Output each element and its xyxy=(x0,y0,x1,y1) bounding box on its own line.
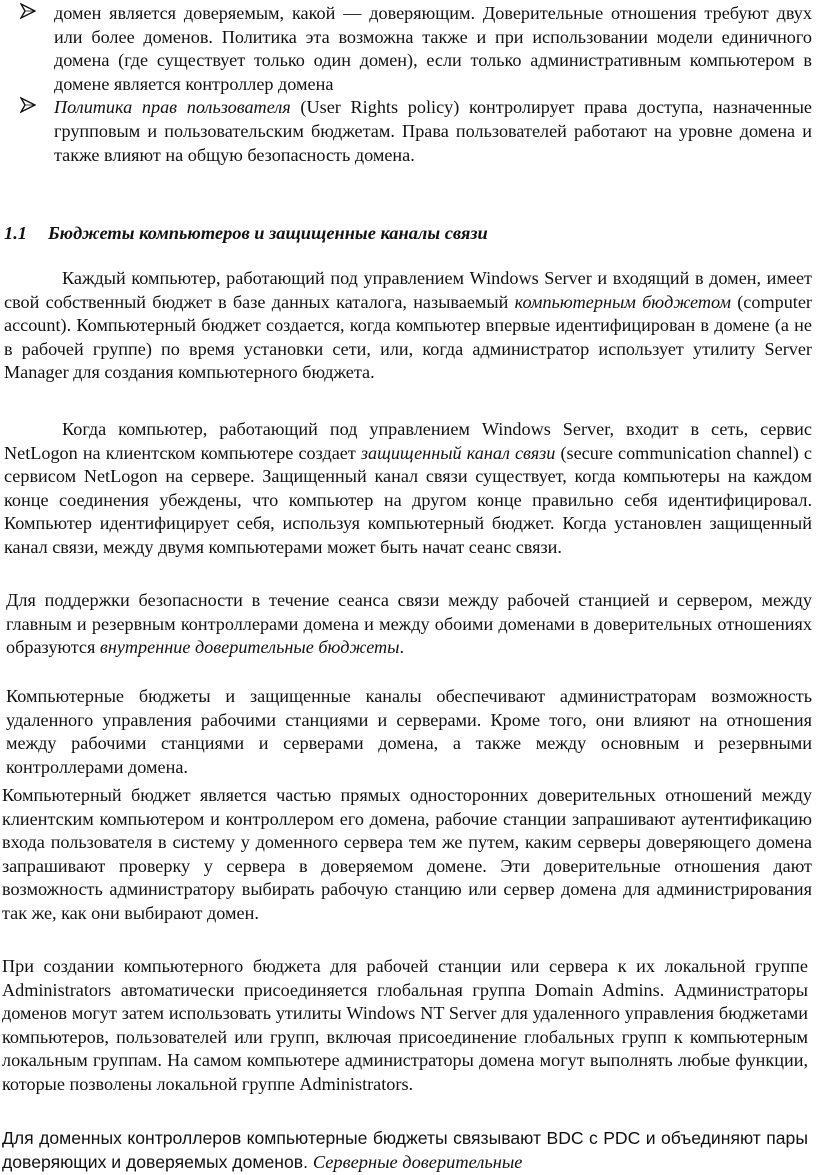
paragraph-text: Для доменных контроллеров компьютерные бюджеты связывают BDC с PDC и объединяют пары доверяющих и доверяемых доменов. xyxy=(2,1128,808,1172)
arrowhead-bullet-icon xyxy=(20,96,42,120)
bullet-list xyxy=(0,0,816,167)
term-italic: внутренние доверительные бюджеты xyxy=(99,637,400,658)
bullet-text-rest: (User Rights policy) контролирует права доступа, назначенные групповым и пользовательским бюджетам. Права пользователей работают на уровне домена и также влияют на общую безопасность домена. xyxy=(54,97,812,165)
term-italic: Политика прав пользователя xyxy=(54,97,291,118)
section-heading xyxy=(4,221,804,245)
paragraph: Компьютерный бюджет является частью прямых односторонних доверительных отношений между клиентским компьютером и контроллером его домена, рабочие станции запрашивают аутентификацию входа пользователя в систему у доменного сервера тем же путем, каким серверы доверяющего домена запрашивают проверку у сервера в доверяемом домене. Эти доверительные отношения дают возможность администратору выбирать рабочую станцию или сервер домена для администрирования так же, как они выбирают домен. xyxy=(2,785,812,923)
bullet-text xyxy=(54,96,812,167)
term-italic: Серверные доверительные xyxy=(312,1152,523,1172)
paragraph: При создании компьютерного бюджета для рабочей станции или сервера к их локальной группе Administrators автоматически присоединяется глобальная группа Domain Admins. Администраторы доменов могут затем использовать утилиты Windows NT Server для удаленного управления бюджетами компьютеров, пользователей или групп, включая присоединение глобальных групп к компьютерным локальным группам. На самом компьютере администраторы домена могут выполнять любые функции, которые позволены локальной группе Administrators. xyxy=(2,956,808,1094)
paragraph xyxy=(6,589,812,660)
paragraph: Компьютерные бюджеты и защищенные каналы обеспечивают администраторам возможность удаленного управления рабочими станциями и серверами. Кроме того, они влияют на отношения между рабочими станциями и серверами домена, а также между основным и резервными контроллерами домена. xyxy=(6,686,812,777)
term-italic: компьютерным бюджетом xyxy=(514,291,731,312)
paragraph xyxy=(2,1126,808,1174)
term-italic: защищенный канал связи xyxy=(360,442,556,463)
paragraph xyxy=(4,418,812,560)
paragraph-text: (secure communication channel) с сервисом NetLogon на сервере. Защищенный канал связи существует, когда компьютеры на каждом конце соединения убеждены, что компьютер на другом конце правильно себя идентифицировал. Компьютер идентифицирует себя, используя компьютерный бюджет. Когда установлен защищенный канал связи, между двумя компьютерами может быть начат сеанс связи. xyxy=(4,442,812,557)
paragraph-text: Для поддержки безопасности в течение сеанса связи между рабочей станцией и сервером, между главным и резервным контроллерами домена и между обоими доменами в доверительных отношениях образуются xyxy=(6,590,812,658)
paragraph-text: Каждый компьютер, работающий под управлением Windows Server и входящий в домен, имеет свой собственный бюджет в базе данных каталога, называемый xyxy=(4,268,812,312)
bullet-text: домен является доверяемым, какой — доверяющим. Доверительные отношения требуют двух или более доменов. Политика эта возможна также и при использовании модели единичного домена (где существует только один домен), если только административным компьютером в домене является контроллер домена xyxy=(54,3,812,94)
paragraph-text: Когда компьютер, работающий под управлением Windows Server, входит в сеть, сервис NetLogon на клиентском компьютере создает xyxy=(4,419,812,463)
paragraph xyxy=(4,267,812,385)
paragraph-text: . xyxy=(399,637,405,658)
bullet-item xyxy=(0,2,816,96)
paragraph-text: (computer account). Компьютерный бюджет создается, когда компьютер впервые идентифицирован в домене (а не в рабочей группе) по время установки сети, или, когда администратор использует утилиту Server Manager для создания компьютерного бюджета. xyxy=(4,291,812,383)
arrowhead-bullet-icon xyxy=(20,2,42,26)
section-title: Бюджеты компьютеров и защищенные каналы связи xyxy=(48,223,488,243)
bullet-item xyxy=(0,96,816,167)
section-number: 1.1 xyxy=(4,223,27,243)
